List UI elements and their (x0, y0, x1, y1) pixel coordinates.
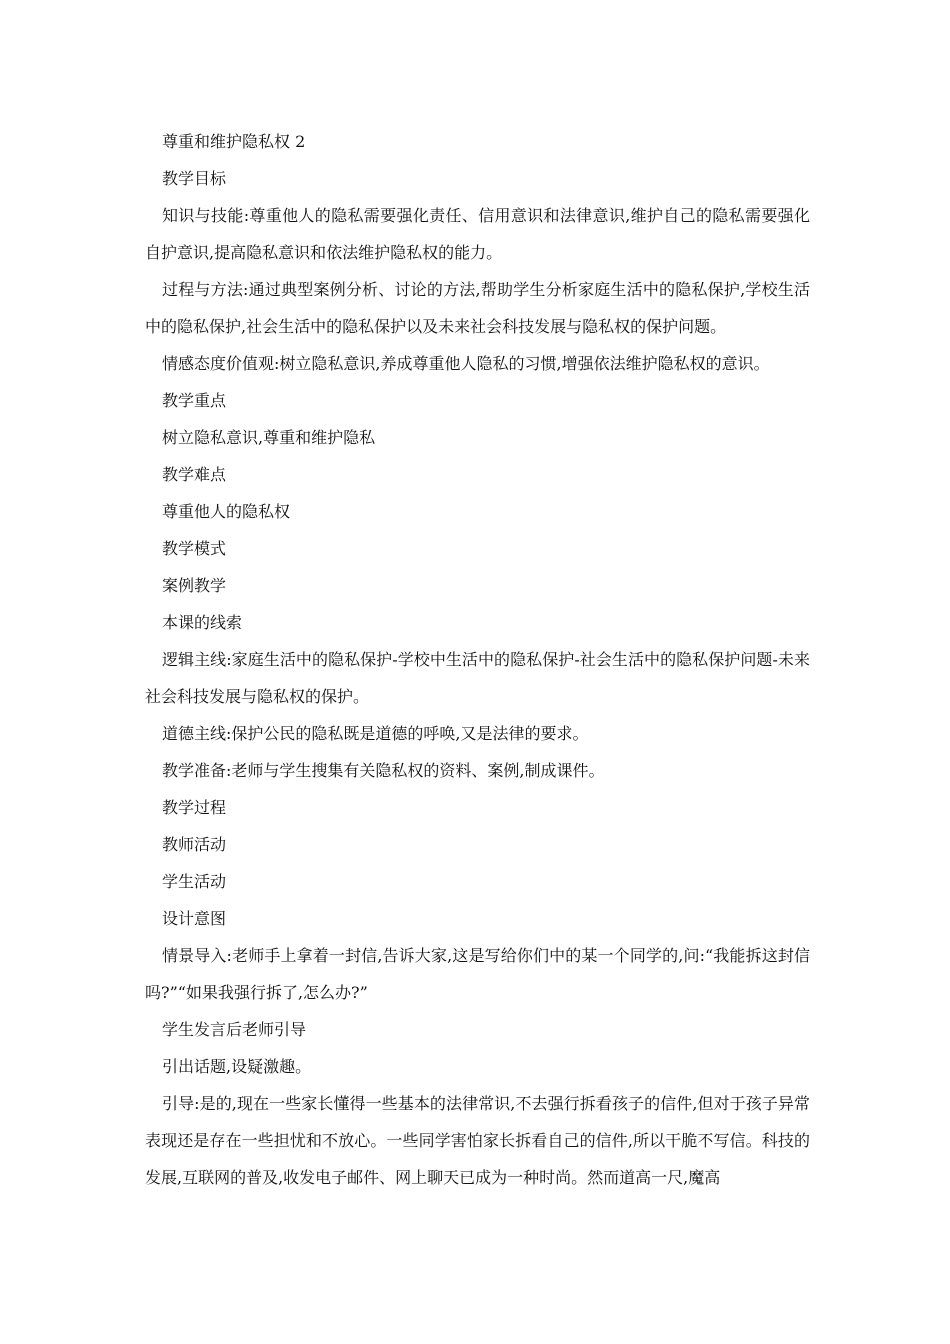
label-design-intent: 设计意图 (162, 909, 227, 928)
label-teacher-activity: 教师活动 (162, 835, 227, 854)
section-heading-clues: 本课的线索 (162, 613, 243, 632)
section-heading-difficulties: 教学难点 (162, 465, 227, 484)
label-student-activity: 学生活动 (162, 872, 227, 891)
document-title: 尊重和维护隐私权 2 (162, 132, 306, 151)
section-heading-objectives: 教学目标 (162, 169, 227, 188)
paragraph-key-points: 树立隐私意识,尊重和维护隐私 (162, 428, 376, 447)
paragraph-knowledge-skills: 知识与技能:尊重他人的隐私需要强化责任、信用意识和法律意识,维护自己的隐私需要强化自护意识,提高隐私意识和依法维护隐私权的能力。 (145, 206, 810, 262)
section-heading-key-points: 教学重点 (162, 391, 227, 410)
paragraph-process-methods: 过程与方法:通过典型案例分析、讨论的方法,帮助学生分析家庭生活中的隐私保护,学校生活中的隐私保护,社会生活中的隐私保护以及未来社会科技发展与隐私权的保护问题。 (145, 280, 810, 336)
paragraph-mode: 案例教学 (162, 576, 227, 595)
paragraph-logic-line: 逻辑主线:家庭生活中的隐私保护-学校中生活中的隐私保护-社会生活中的隐私保护问题-未来社会科技发展与隐私权的保护。 (145, 650, 810, 706)
section-heading-mode: 教学模式 (162, 539, 227, 558)
paragraph-difficulties: 尊重他人的隐私权 (162, 502, 291, 521)
paragraph-topic-intro: 引出话题,设疑激趣。 (162, 1057, 312, 1076)
paragraph-moral-line: 道德主线:保护公民的隐私既是道德的呼唤,又是法律的要求。 (162, 724, 589, 743)
document-body (145, 123, 810, 1196)
paragraph-guidance: 引导:是的,现在一些家长懂得一些基本的法律常识,不去强行拆看孩子的信件,但对于孩子异常表现还是存在一些担忧和不放心。一些同学害怕家长拆看自己的信件,所以干脆不写信。科技的发展,互联网的普及,收发电子邮件、网上聊天已成为一种时尚。然而道高一尺,魔高 (145, 1094, 810, 1187)
paragraph-scene-intro: 情景导入:老师手上拿着一封信,告诉大家,这是写给你们中的某一个同学的,问:“我能拆这封信吗?”“如果我强行拆了,怎么办?” (145, 946, 810, 1002)
paragraph-student-speech: 学生发言后老师引导 (162, 1020, 307, 1039)
paragraph-preparation: 教学准备:老师与学生搜集有关隐私权的资料、案例,制成课件。 (162, 761, 605, 780)
section-heading-process: 教学过程 (162, 798, 227, 817)
paragraph-attitudes-values: 情感态度价值观:树立隐私意识,养成尊重他人隐私的习惯,增强依法维护隐私权的意识。 (162, 354, 770, 373)
